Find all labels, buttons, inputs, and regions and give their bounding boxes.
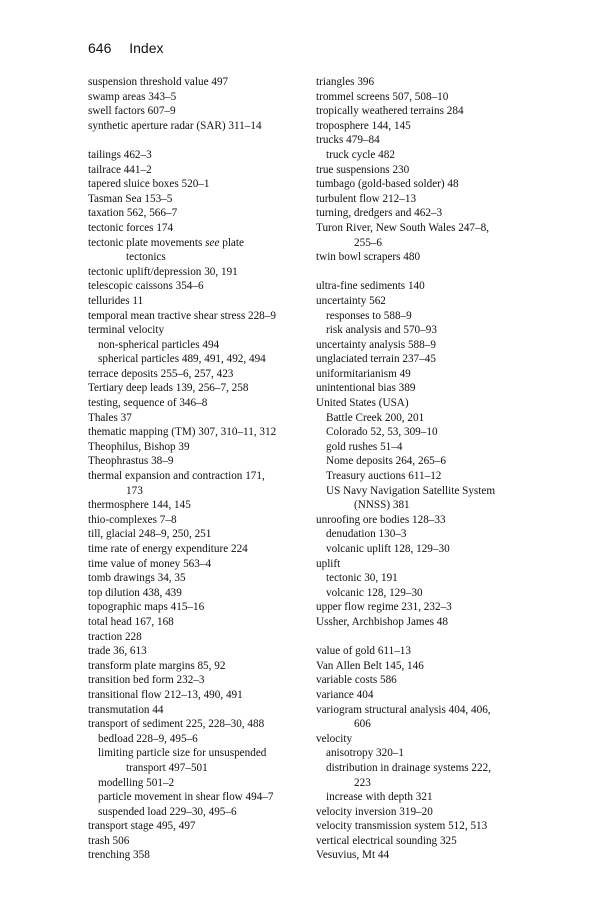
index-subentry: bedload 228–9, 495–6 [98,732,198,745]
index-entry: trenching 358 [88,849,150,862]
index-column-right [316,75,536,863]
index-subentry: truck cycle 482 [326,148,395,161]
index-entry: variogram structural analysis 404, 406, [316,703,491,716]
index-entry: Tertiary deep leads 139, 256–7, 258 [88,382,249,395]
index-entry: tectonic forces 174 [88,221,174,234]
index-subentry: modelling 501–2 [98,776,175,789]
index-entry: tomb drawings 34, 35 [88,572,186,585]
index-entry: ultra-fine sediments 140 [316,280,425,293]
index-entry: Van Allen Belt 145, 146 [316,659,424,672]
index-entry: top dilution 438, 439 [88,586,182,599]
index-entry: transport of sediment 225, 228–30, 488 [88,718,265,731]
index-entry: transitional flow 212–13, 490, 491 [88,688,243,701]
index-entry: Theophrastus 38–9 [88,455,174,468]
index-entry: Thales 37 [88,411,132,424]
index-column-left [88,75,308,863]
index-subentry-continuation: (NNSS) 381 [354,499,410,512]
index-entry: suspension threshold value 497 [88,76,229,88]
index-entry: trucks 479–84 [316,134,380,147]
index-entry: velocity inversion 319–20 [316,805,433,818]
index-entry: twin bowl scrapers 480 [316,251,421,264]
index-entry: variance 404 [316,688,374,701]
index-entry: transition bed form 232–3 [88,674,205,687]
index-entry: true suspensions 230 [316,163,410,176]
index-entry: trash 506 [88,834,130,847]
section-gap [316,630,536,645]
index-subentry: Battle Creek 200, 201 [326,411,425,424]
index-entry: telescopic caissons 354–6 [88,280,204,293]
index-entry: turning, dredgers and 462–3 [316,207,443,220]
index-entry: transmutation 44 [88,703,164,716]
index-entry-continuation: 255–6 [354,236,382,249]
index-subentry: Colorado 52, 53, 309–10 [326,426,438,439]
index-entry-continuation: 606 [354,718,371,731]
index-entry: tailings 462–3 [88,148,152,161]
index-entry: Turon River, New South Wales 247–8, [316,221,489,234]
index-entry: velocity [316,732,353,745]
index-entry: thematic mapping (TM) 307, 310–11, 312 [88,426,277,439]
index-subentry: Nome deposits 264, 265–6 [326,455,446,468]
index-subentry: particle movement in shear flow 494–7 [98,791,274,804]
index-entry: Theophilus, Bishop 39 [88,440,190,453]
index-subentry: tectonic 30, 191 [326,572,398,585]
index-entry: terminal velocity [88,324,165,337]
index-entry: triangles 396 [316,76,375,88]
index-subentry: limiting particle size for unsuspended [98,747,267,760]
index-subentry: distribution in drainage systems 222, [326,761,491,774]
index-subentry-continuation: 223 [354,776,371,789]
index-entry: total head 167, 168 [88,615,174,628]
index-entry-continuation: tectonics [126,251,166,264]
index-entry: Tasman Sea 153–5 [88,192,173,205]
index-entry: value of gold 611–13 [316,645,411,658]
index-subentry: increase with depth 321 [326,791,433,804]
index-subentry: Treasury auctions 611–12 [326,470,442,483]
index-entry: uplift [316,557,341,570]
index-subentry: non-spherical particles 494 [98,338,220,351]
index-entry: United States (USA) [316,397,409,410]
index-entry: testing, sequence of 346–8 [88,397,208,410]
index-entry: tailrace 441–2 [88,163,152,176]
index-entry: Ussher, Archbishop James 48 [316,615,448,628]
entry-text: plate [222,236,244,249]
section-gap [316,265,536,280]
index-entry: troposphere 144, 145 [316,119,411,132]
index-entry: uncertainty analysis 588–9 [316,338,436,351]
index-entry: vertical electrical sounding 325 [316,834,457,847]
index-subentry: gold rushes 51–4 [326,440,403,453]
index-entry: Vesuvius, Mt 44 [316,849,390,862]
index-entry: trommel screens 507, 508–10 [316,90,449,103]
entry-text: tectonic plate movements [88,236,203,249]
index-entry: thermosphere 144, 145 [88,499,191,512]
section-gap [88,133,308,148]
index-subentry-continuation: transport 497–501 [126,761,208,774]
index-entry: synthetic aperture radar (SAR) 311–14 [88,119,262,132]
index-entry: unintentional bias 389 [316,382,416,395]
index-entry: thermal expansion and contraction 171, [88,470,265,483]
index-entry: terrace deposits 255–6, 257, 423 [88,367,234,380]
page-title: Index [129,40,164,56]
index-entry: uniformitarianism 49 [316,367,411,380]
index-subentry: spherical particles 489, 491, 492, 494 [98,353,266,366]
index-entry: unroofing ore bodies 128–33 [316,513,446,526]
index-entry: tropically weathered terrains 284 [316,105,464,118]
index-subentry: US Navy Navigation Satellite System [326,484,496,497]
index-entry: till, glacial 248–9, 250, 251 [88,528,212,541]
index-entry: traction 228 [88,630,142,643]
see-reference: see [205,236,220,249]
index-entry [88,236,308,251]
index-entry: uncertainty 562 [316,294,386,307]
index-entry: transport stage 495, 497 [88,820,196,833]
index-entry: time value of money 563–4 [88,557,212,570]
index-entry-continuation: 173 [126,484,143,497]
index-subentry: denudation 130–3 [326,528,407,541]
index-entry: swamp areas 343–5 [88,90,177,103]
index-entry: variable costs 586 [316,674,397,687]
index-entry: swell factors 607–9 [88,105,176,118]
page-number: 646 [88,40,112,56]
index-entry: upper flow regime 231, 232–3 [316,601,452,614]
index-entry: topographic maps 415–16 [88,601,205,614]
index-subentry: risk analysis and 570–93 [326,324,437,337]
index-entry: tectonic uplift/depression 30, 191 [88,265,238,278]
index-entry: tellurides 11 [88,294,144,307]
index-entry: tumbago (gold-based solder) 48 [316,178,459,191]
index-entry: unglaciated terrain 237–45 [316,353,436,366]
index-entry: transform plate margins 85, 92 [88,659,226,672]
index-entry: tapered sluice boxes 520–1 [88,178,210,191]
index-subentry: suspended load 229–30, 495–6 [98,805,237,818]
index-entry: taxation 562, 566–7 [88,207,178,220]
index-subentry: volcanic uplift 128, 129–30 [326,543,450,555]
index-entry: time rate of energy expenditure 224 [88,543,248,555]
index-entry: temporal mean tractive shear stress 228–9 [88,309,276,322]
index-entry: turbulent flow 212–13 [316,192,417,205]
index-entry: velocity transmission system 512, 513 [316,820,488,833]
page-header [88,40,164,56]
index-subentry: responses to 588–9 [326,309,412,322]
index-subentry: anisotropy 320–1 [326,747,404,760]
index-entry: thio-complexes 7–8 [88,513,177,526]
index-entry: trade 36, 613 [88,645,147,658]
index-subentry: volcanic 128, 129–30 [326,586,423,599]
